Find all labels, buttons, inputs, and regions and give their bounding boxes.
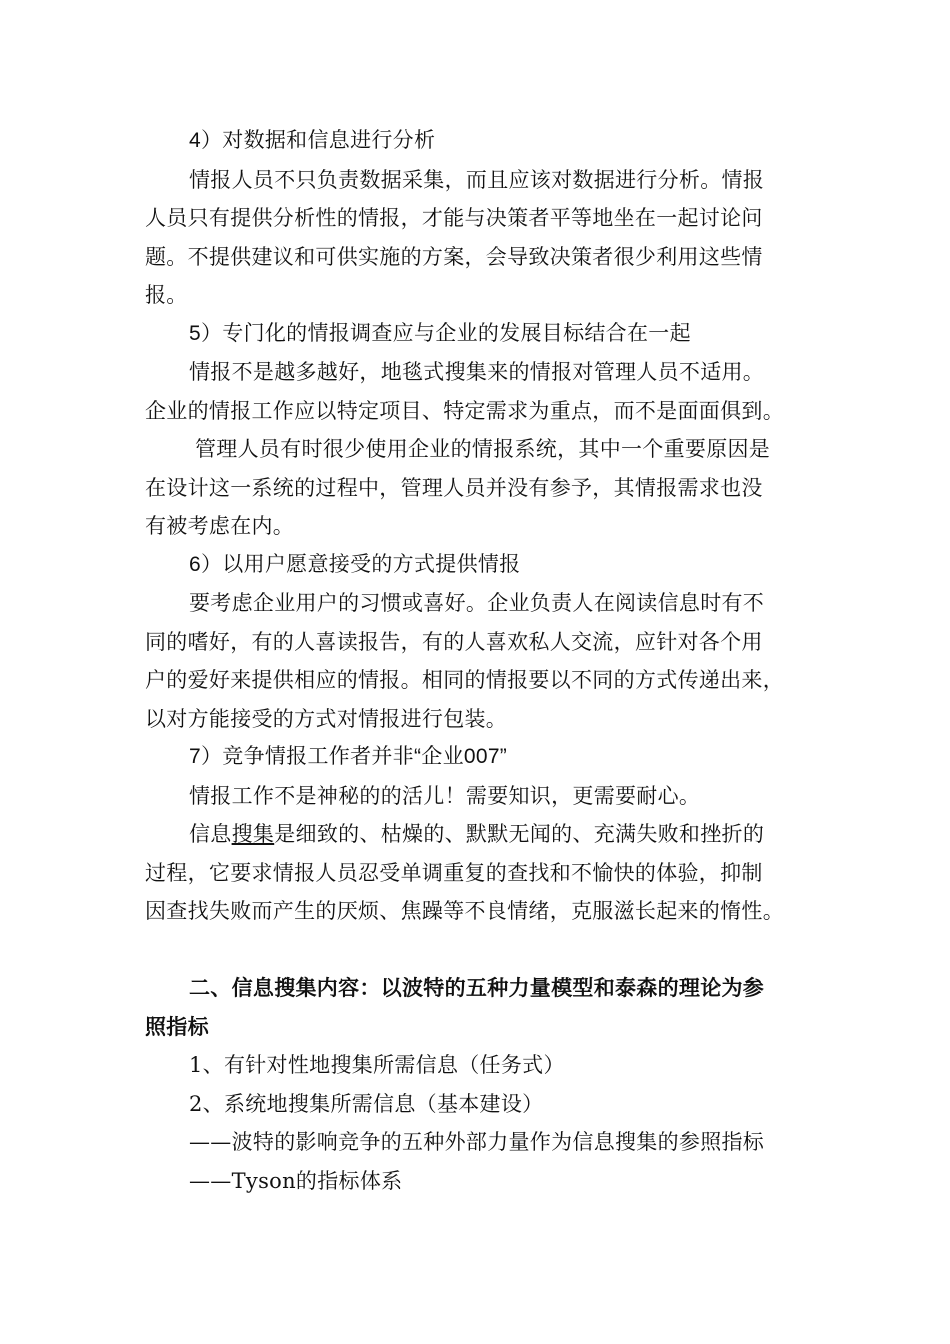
heading-5: 5）专门化的情报调查应与企业的发展目标结合在一起 — [189, 321, 691, 345]
paragraph-line: 过程，它要求情报人员忍受单调重复的查找和不愉快的体验，抑制 — [145, 860, 763, 885]
paragraph-line: 报。 — [145, 283, 188, 307]
paragraph-line: 在设计这一系统的过程中，管理人员并没有参予，其情报需求也没 — [145, 475, 763, 500]
paragraph-line: 同的嗜好，有的人喜读报告，有的人喜欢私人交流，应针对各个用 — [145, 629, 763, 654]
paragraph-line — [145, 815, 810, 854]
text-segment: 是细致的、枯燥的、默默无闻的、充满失败和挫折的 — [274, 822, 765, 846]
list-item: 2、系统地搜集所需信息（基本建设） — [189, 1091, 544, 1116]
underlined-word: 搜集 — [231, 822, 275, 846]
paragraph-line: 题。不提供建议和可供实施的方案，会导致决策者很少利用这些情 — [145, 244, 763, 269]
spacer — [145, 931, 810, 970]
paragraph-line: 户的爱好来提供相应的情报。相同的情报要以不同的方式传递出来， — [145, 668, 784, 692]
paragraph-line: 要考虑企业用户的习惯或喜好。企业负责人在阅读信息时有不 — [189, 591, 765, 615]
paragraph-line: 企业的情报工作应以特定项目、特定需求为重点，而不是面面俱到。 — [145, 398, 784, 423]
paragraph-line: 情报人员不只负责数据采集，而且应该对数据进行分析。情报 — [189, 167, 765, 192]
paragraph-line: 管理人员有时很少使用企业的情报系统，其中一个重要原因是 — [195, 437, 771, 461]
document-body — [145, 122, 810, 1200]
paragraph-line: 因查找失败而产生的厌烦、焦躁等不良情绪，克服滋长起来的惰性。 — [145, 899, 784, 923]
text-segment: 信息 — [189, 822, 232, 846]
paragraph-line: 人员只有提供分析性的情报，才能与决策者平等地坐在一起讨论问 — [145, 206, 763, 230]
section-heading-continued: 照指标 — [145, 1013, 209, 1039]
list-item: 1、有针对性地搜集所需信息（任务式） — [189, 1053, 565, 1077]
heading-7: 7）竞争情报工作者并非“企业007” — [189, 745, 508, 768]
paragraph-line: 情报工作不是神秘的的活儿！需要知识，更需要耐心。 — [189, 783, 701, 808]
list-item: ——Tyson的指标体系 — [189, 1168, 403, 1193]
paragraph-line: 情报不是越多越好，地毯式搜集来的情报对管理人员不适用。 — [189, 360, 765, 384]
paragraph-line: 有被考虑在内。 — [145, 514, 295, 538]
paragraph-line: 以对方能接受的方式对情报进行包装。 — [145, 706, 508, 731]
list-item: ——波特的影响竞争的五种外部力量作为信息搜集的参照指标 — [189, 1130, 765, 1154]
section-heading: 二、信息搜集内容：以波特的五种力量模型和泰森的理论为参 — [189, 975, 765, 1000]
heading-6: 6）以用户愿意接受的方式提供情报 — [189, 552, 521, 576]
heading-4: 4）对数据和信息进行分析 — [189, 129, 436, 152]
